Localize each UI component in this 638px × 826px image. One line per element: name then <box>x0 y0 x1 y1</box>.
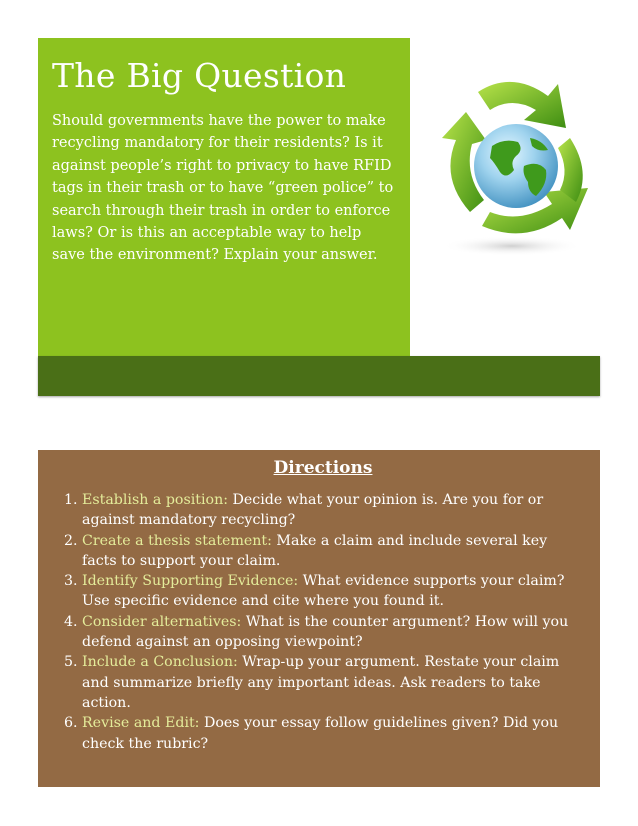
recycle-globe-icon <box>420 62 600 262</box>
step-name: Consider alternatives: <box>82 613 242 630</box>
list-item <box>82 652 586 713</box>
step-text: What evidence supports your claim? Use specific evidence and cite where you found it. <box>82 573 565 610</box>
step-text: Decide what your opinion is. Are you for or against mandatory recycling? <box>82 492 544 529</box>
step-name: Identify Supporting Evidence: <box>82 573 299 590</box>
divider-bar <box>38 356 600 396</box>
step-text: Wrap-up your argument. Restate your claim and summarize briefly any important ideas. Ask readers to take action. <box>82 654 560 711</box>
big-question-title: The Big Question <box>52 56 347 95</box>
list-item <box>82 612 586 653</box>
list-item <box>82 490 586 531</box>
step-text: What is the counter argument? How will you defend against an opposing viewpoint? <box>82 613 569 651</box>
step-name: Create a thesis statement: <box>82 532 272 549</box>
big-question-body: Should governments have the power to make recycling mandatory for their residents? Is it against people’s right to privacy to have RFID tags in their trash or to have “green police” to search through their trash in order to enforce laws? Or is this an acceptable way to help save the environment? Explain your answer. <box>52 113 394 264</box>
step-text: Does your essay follow guidelines given? Did you check the rubric? <box>82 715 559 752</box>
step-name: Revise and Edit: <box>82 715 200 732</box>
list-item <box>82 531 586 572</box>
directions-list <box>60 490 586 754</box>
directions-title: Directions <box>273 458 373 478</box>
list-item <box>82 571 586 612</box>
step-name: Establish a position: <box>82 492 228 508</box>
big-question-panel <box>38 38 410 356</box>
step-text: Make a claim and include several key facts to support your claim. <box>82 532 548 569</box>
step-name: Include a Conclusion: <box>82 654 238 671</box>
directions-panel <box>38 450 600 787</box>
list-item <box>82 713 586 754</box>
